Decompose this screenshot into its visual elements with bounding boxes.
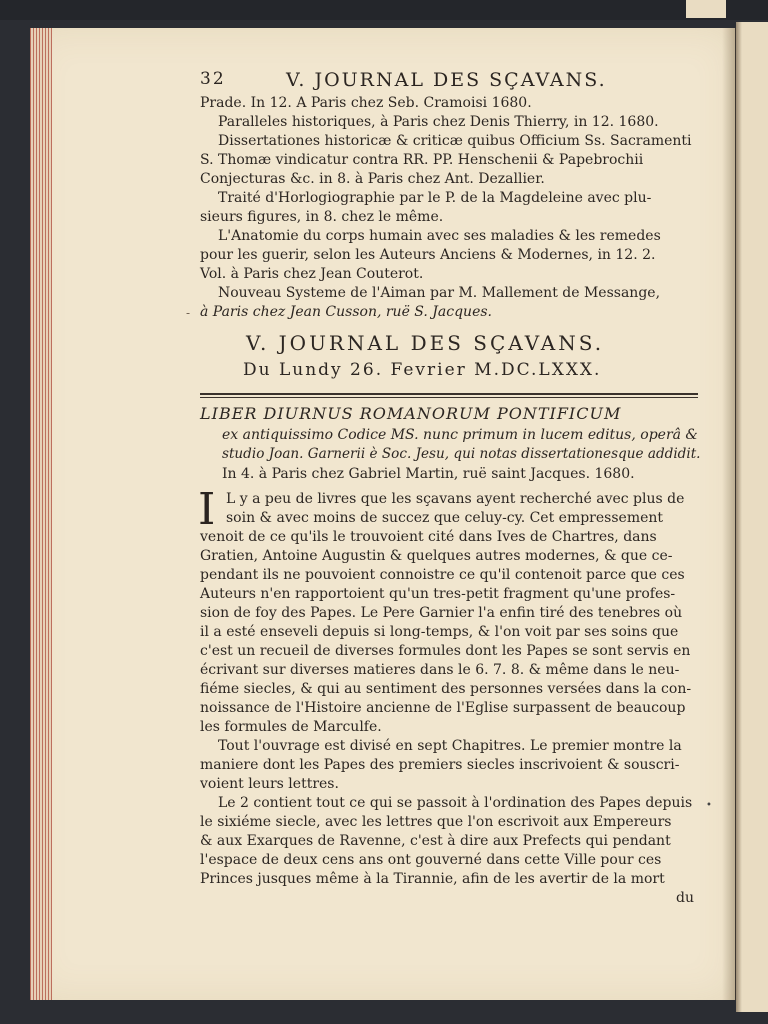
- body-line: fiéme siecles, & qui au sentiment des personnes versées dans la con-: [200, 681, 692, 697]
- book-list-line: Dissertationes historicæ & criticæ quibus Officium Ss. Sacramenti: [218, 133, 692, 149]
- margin-mark: -: [186, 306, 191, 320]
- body-line: écrivant sur diverses matieres dans le 6. 7. 8. & même dans le neu-: [200, 662, 680, 678]
- body-line: le sixiéme siecle, avec les lettres que l'on escrivoit aux Empereurs: [200, 814, 672, 830]
- book-list-line: pour les guerir, selon les Auteurs Anciens & Modernes, in 12. 2.: [200, 247, 656, 263]
- book-list-line: à Paris chez Jean Cusson, ruë S. Jacques.: [200, 304, 492, 320]
- next-page-edge: [736, 22, 768, 1012]
- article-imprint: In 4. à Paris chez Gabriel Martin, ruë saint Jacques. 1680.: [222, 466, 635, 482]
- page-number: 32: [200, 69, 226, 89]
- body-line: les formules de Marculfe.: [200, 719, 382, 735]
- book-list-line: Conjecturas &c. in 8. à Paris chez Ant. Dezallier.: [200, 171, 545, 187]
- body-line: venoit de ce qu'ils le trouvoient cité dans Ives de Chartres, dans: [200, 529, 657, 545]
- body-line: Tout l'ouvrage est divisé en sept Chapitres. Le premier montre la: [218, 738, 682, 754]
- body-line: Le 2 contient tout ce qui se passoit à l'ordination des Papes depuis: [218, 795, 693, 811]
- running-head: [200, 69, 696, 93]
- divider-rule-thick: [200, 393, 698, 395]
- body-line: il a esté enseveli depuis si long-temps, & l'on voit par ses soins que: [200, 624, 679, 640]
- body-line: maniere dont les Papes des premiers siecles inscrivoient & souscri-: [200, 757, 680, 773]
- article-heading-line: studio Joan. Garnerii è Soc. Jesu, qui notas dissertationesque addidit.: [222, 446, 701, 462]
- body-line: pendant ils ne pouvoient connoistre ce qu'il contenoit parce que ces: [200, 567, 685, 583]
- drop-capital: I: [198, 484, 216, 535]
- ink-speck: •: [706, 800, 712, 811]
- section-title: V. JOURNAL DES SÇAVANS.: [246, 331, 605, 355]
- body-line: & aux Exarques de Ravenne, c'est à dire aux Prefects qui pendant: [200, 833, 671, 849]
- body-line: L y a peu de livres que les sçavans ayent recherché avec plus de: [226, 491, 685, 507]
- body-line: c'est un recueil de diverses formules dont les Papes se sont servis en: [200, 643, 691, 659]
- section-date: Du Lundy 26. Fevrier M.DC.LXXX.: [243, 360, 602, 380]
- page-gutter-edge: [30, 28, 52, 1000]
- body-line: Auteurs n'en rapportoient qu'un tres-petit fragment qu'une profes-: [200, 586, 676, 602]
- book-list-line: Traité d'Horlogiographie par le P. de la Magdeleine avec plu-: [218, 190, 652, 206]
- book-list-line: Vol. à Paris chez Jean Couterot.: [200, 266, 424, 282]
- article-heading-line: ex antiquissimo Codice MS. nunc primum in lucem editus, operâ &: [222, 427, 698, 443]
- scan-background-top: [0, 0, 768, 20]
- body-line: voient leurs lettres.: [200, 776, 339, 792]
- article-title: LIBER DIURNUS ROMANORUM PONTIFICUM: [200, 404, 622, 423]
- book-list-line: L'Anatomie du corps humain avec ses maladies & les remedes: [218, 228, 661, 244]
- book-list-line: Paralleles historiques, à Paris chez Denis Thierry, in 12. 1680.: [218, 114, 659, 130]
- body-line: sion de foy des Papes. Le Pere Garnier l'a enfin tiré des tenebres où: [200, 605, 683, 621]
- book-list-line: Nouveau Systeme de l'Aiman par M. Mallement de Messange,: [218, 285, 661, 301]
- divider-rule-thin: [200, 397, 698, 398]
- book-list-line: S. Thomæ vindicatur contra RR. PP. Henschenii & Papebrochii: [200, 152, 644, 168]
- page-corner-tab: [686, 0, 726, 18]
- body-line: l'espace de deux cens ans ont gouverné dans cette Ville pour ces: [200, 852, 662, 868]
- catchword: du: [676, 890, 694, 906]
- body-line: Princes jusques même à la Tirannie, afin de les avertir de la mort: [200, 871, 665, 887]
- body-line: soin & avec moins de succez que celuy-cy. Cet empressement: [226, 510, 664, 526]
- running-head-title: V. JOURNAL DES SÇAVANS.: [286, 69, 607, 91]
- body-line: Gratien, Antoine Augustin & quelques autres modernes, & que ce-: [200, 548, 673, 564]
- book-list-line: Prade. In 12. A Paris chez Seb. Cramoisi 1680.: [200, 95, 532, 111]
- body-line: noissance de l'Histoire ancienne de l'Eglise surpassent de beaucoup: [200, 700, 686, 716]
- page-binding-shadow: [722, 28, 736, 1000]
- book-list-line: sieurs figures, in 8. chez le même.: [200, 209, 444, 225]
